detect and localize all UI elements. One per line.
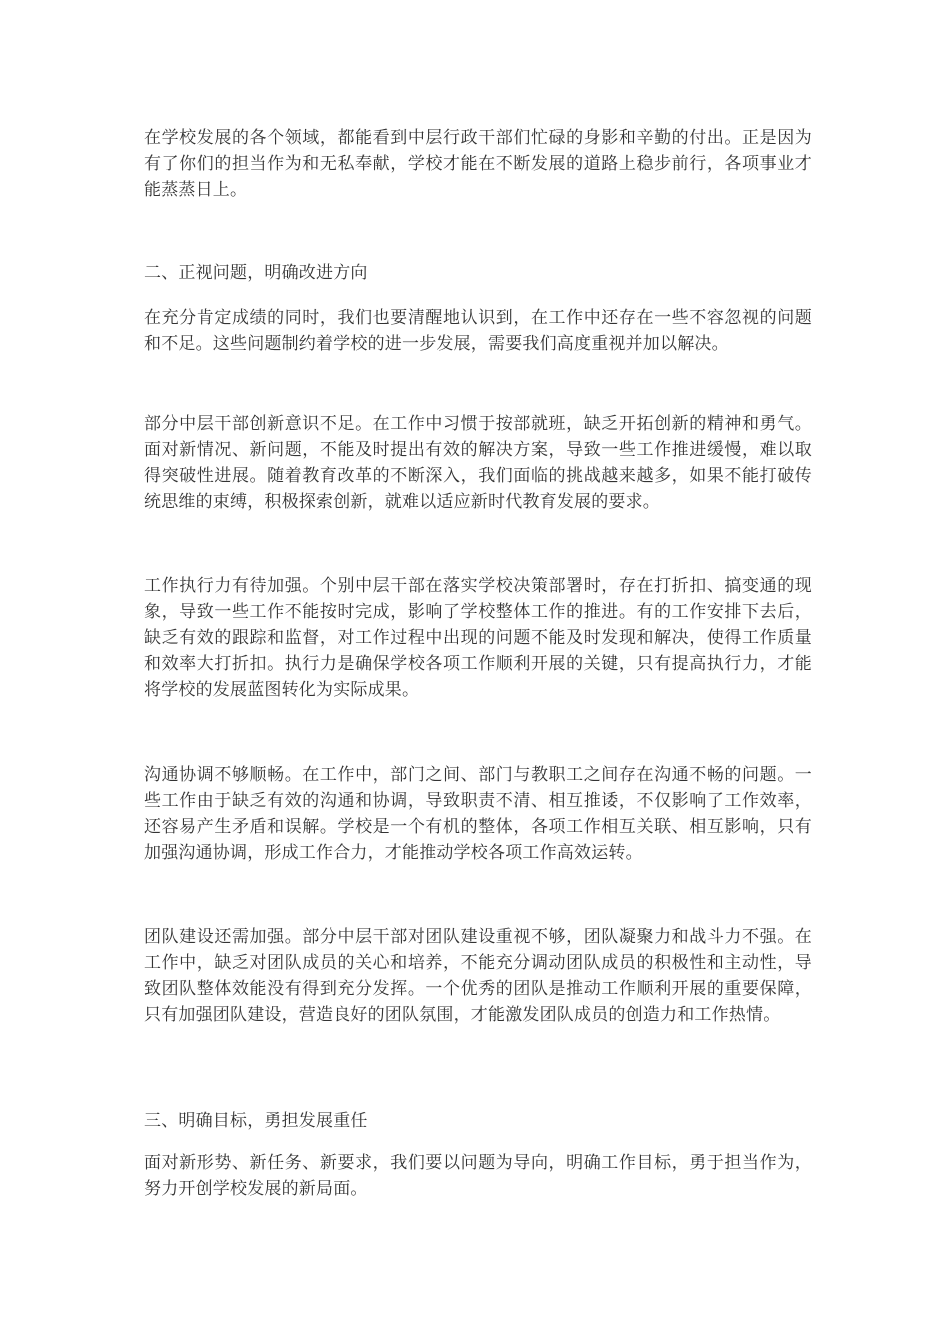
section-heading: 二、正视问题，明确改进方向	[144, 263, 368, 283]
body-paragraph: 在学校发展的各个领域，都能看到中层行政干部们忙碌的身影和辛勤的付出。正是因为有了你们的担当作为和无私奉献，学校才能在不断发展的道路上稳步前行，各项事业才能蒸蒸日上。	[144, 128, 812, 200]
body-paragraph: 在充分肯定成绩的同时，我们也要清醒地认识到，在工作中还存在一些不容忽视的问题和不足。这些问题制约着学校的进一步发展，需要我们高度重视并加以解决。	[144, 308, 812, 354]
body-paragraph: 团队建设还需加强。部分中层干部对团队建设重视不够，团队凝聚力和战斗力不强。在工作中，缺乏对团队成员的关心和培养，不能充分调动团队成员的积极性和主动性，导致团队整体效能没有得到充分发挥。一个优秀的团队是推动工作顺利开展的重要保障，只有加强团队建设，营造良好的团队氛围，才能激发团队成员的创造力和工作热情。	[144, 927, 812, 1025]
body-paragraph: 部分中层干部创新意识不足。在工作中习惯于按部就班，缺乏开拓创新的精神和勇气。面对新情况、新问题，不能及时提出有效的解决方案，导致一些工作推进缓慢，难以取得突破性进展。随着教育改革的不断深入，我们面临的挑战越来越多，如果不能打破传统思维的束缚，积极探索创新，就难以适应新时代教育发展的要求。	[144, 414, 812, 512]
body-paragraph: 面对新形势、新任务、新要求，我们要以问题为导向，明确工作目标，勇于担当作为，努力开创学校发展的新局面。	[144, 1153, 812, 1199]
body-paragraph: 沟通协调不够顺畅。在工作中，部门之间、部门与教职工之间存在沟通不畅的问题。一些工作由于缺乏有效的沟通和协调，导致职责不清、相互推诿，不仅影响了工作效率，还容易产生矛盾和误解。学校是一个有机的整体，各项工作相互关联、相互影响，只有加强沟通协调，形成工作合力，才能推动学校各项工作高效运转。	[144, 765, 812, 863]
body-paragraph: 工作执行力有待加强。个别中层干部在落实学校决策部署时，存在打折扣、搞变通的现象，导致一些工作不能按时完成，影响了学校整体工作的推进。有的工作安排下去后，缺乏有效的跟踪和监督，对工作过程中出现的问题不能及时发现和解决，使得工作质量和效率大打折扣。执行力是确保学校各项工作顺利开展的关键，只有提高执行力，才能将学校的发展蓝图转化为实际成果。	[144, 576, 812, 700]
section-heading: 三、明确目标，勇担发展重任	[144, 1111, 368, 1131]
